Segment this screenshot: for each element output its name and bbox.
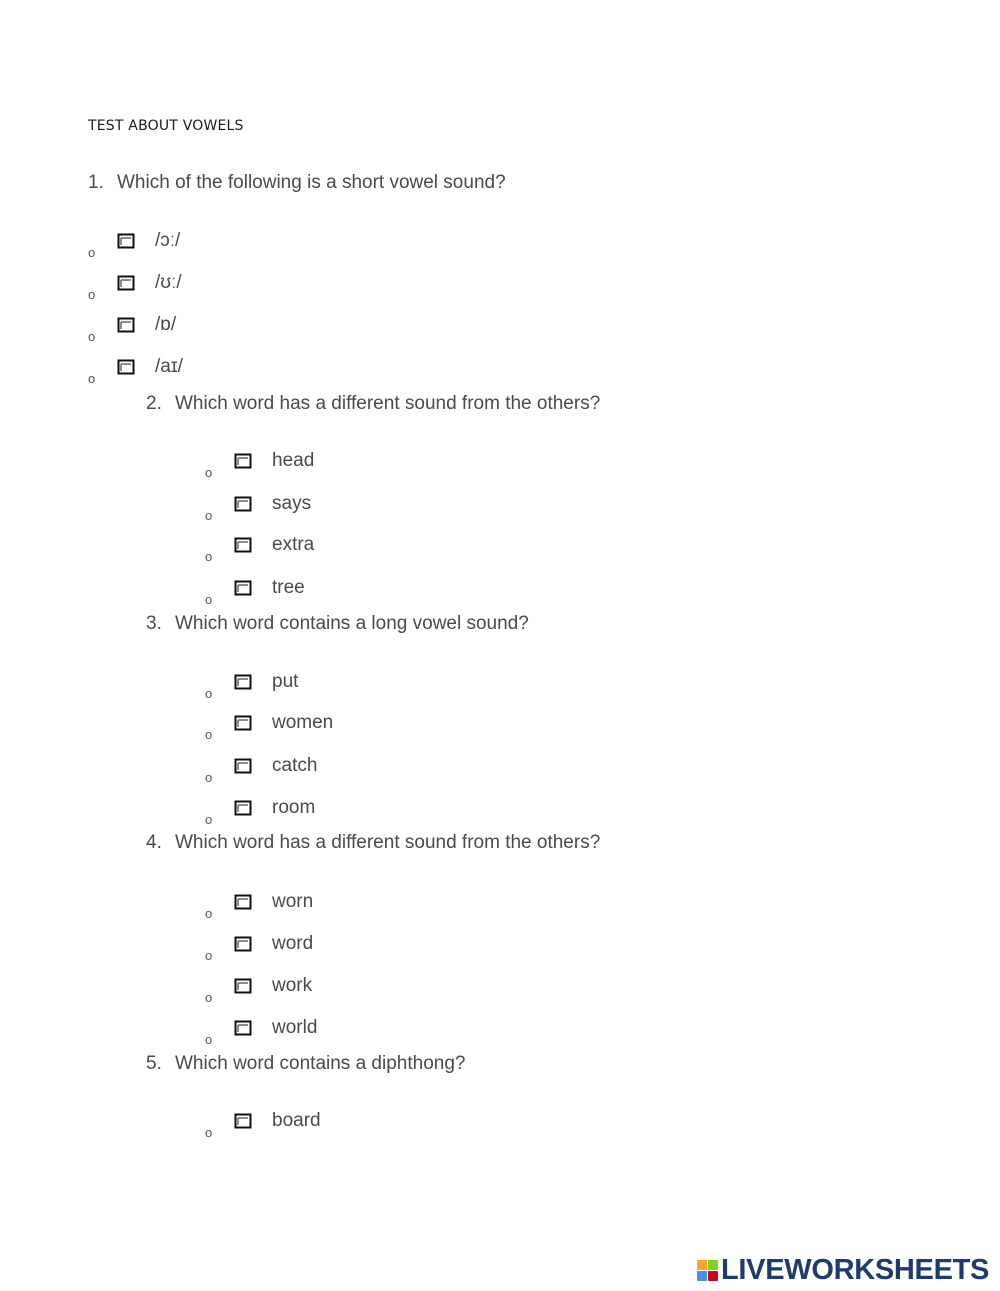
checkbox-icon[interactable] — [234, 978, 252, 994]
option-label: world — [272, 1017, 318, 1038]
question-text: Which word contains a long vowel sound? — [175, 613, 529, 634]
checkbox-icon[interactable] — [234, 496, 252, 512]
checkbox-icon[interactable] — [117, 275, 135, 291]
question-5 — [146, 1053, 465, 1075]
option-item[interactable] — [205, 493, 505, 533]
bullet-icon: o — [88, 287, 96, 302]
option-label: work — [272, 975, 313, 996]
checkbox-icon[interactable] — [234, 936, 252, 952]
checkbox-icon[interactable] — [117, 233, 135, 249]
option-label: head — [272, 450, 315, 471]
checkbox-icon[interactable] — [117, 317, 135, 333]
option-item[interactable] — [88, 356, 388, 396]
bullet-icon: o — [88, 371, 96, 386]
bullet-icon: o — [205, 906, 213, 921]
option-label: worn — [272, 891, 314, 912]
bullet-icon: o — [205, 1125, 213, 1140]
option-label: catch — [272, 755, 318, 776]
checkbox-icon[interactable] — [234, 580, 252, 596]
liveworksheets-logo — [697, 1255, 989, 1285]
logo-mark-tile — [708, 1271, 718, 1281]
checkbox-icon[interactable] — [234, 1113, 252, 1129]
option-label: put — [272, 671, 299, 692]
option-item[interactable] — [205, 933, 505, 973]
checkbox-icon[interactable] — [234, 758, 252, 774]
option-item[interactable] — [205, 450, 505, 490]
option-item[interactable] — [205, 891, 505, 931]
bullet-icon: o — [205, 508, 213, 523]
question-number: 4. — [146, 832, 162, 853]
question-2 — [146, 393, 600, 415]
logo-mark-tile — [697, 1260, 707, 1270]
checkbox-icon[interactable] — [234, 894, 252, 910]
question-number: 1. — [88, 172, 104, 193]
bullet-icon: o — [205, 770, 213, 785]
option-label: tree — [272, 577, 305, 598]
bullet-icon: o — [205, 1032, 213, 1047]
option-label: board — [272, 1110, 321, 1131]
bullet-icon: o — [88, 245, 96, 260]
question-text: Which word has a different sound from the others? — [175, 393, 601, 414]
page-title: TEST ABOUT VOWELS — [88, 118, 244, 134]
bullet-icon: o — [205, 686, 213, 701]
option-item[interactable] — [205, 712, 505, 752]
option-item[interactable] — [205, 1110, 505, 1150]
option-label: women — [272, 712, 334, 733]
bullet-icon: o — [205, 990, 213, 1005]
checkbox-icon[interactable] — [117, 359, 135, 375]
question-text: Which word has a different sound from the others? — [175, 832, 601, 853]
checkbox-icon[interactable] — [234, 537, 252, 553]
question-3 — [146, 613, 529, 635]
bullet-icon: o — [205, 465, 213, 480]
option-item[interactable] — [205, 671, 505, 711]
option-label: word — [272, 933, 314, 954]
logo-text: LIVEWORKSHEETS — [721, 1253, 990, 1286]
option-label: says — [272, 493, 312, 514]
question-number: 5. — [146, 1053, 162, 1074]
question-1 — [88, 172, 506, 194]
option-label: extra — [272, 534, 315, 555]
bullet-icon: o — [205, 948, 213, 963]
bullet-icon: o — [88, 329, 96, 344]
bullet-icon: o — [205, 549, 213, 564]
question-text: Which word contains a diphthong? — [175, 1053, 466, 1074]
logo-mark-tile — [697, 1271, 707, 1281]
option-label: /ɒ/ — [155, 314, 177, 335]
option-item[interactable] — [88, 272, 388, 312]
logo-mark-icon — [697, 1260, 718, 1281]
option-item[interactable] — [205, 755, 505, 795]
question-number: 2. — [146, 393, 162, 414]
logo-mark-tile — [708, 1260, 718, 1270]
bullet-icon: o — [205, 592, 213, 607]
question-number: 3. — [146, 613, 162, 634]
option-item[interactable] — [205, 534, 505, 574]
option-label: /aɪ/ — [155, 356, 183, 377]
option-label: /ʊː/ — [155, 272, 182, 293]
option-label: room — [272, 797, 316, 818]
checkbox-icon[interactable] — [234, 800, 252, 816]
question-text: Which of the following is a short vowel sound? — [117, 172, 506, 193]
checkbox-icon[interactable] — [234, 715, 252, 731]
checkbox-icon[interactable] — [234, 674, 252, 690]
option-item[interactable] — [88, 230, 388, 270]
question-4 — [146, 832, 600, 854]
option-item[interactable] — [88, 314, 388, 354]
checkbox-icon[interactable] — [234, 453, 252, 469]
option-label: /ɔː/ — [155, 230, 181, 251]
bullet-icon: o — [205, 812, 213, 827]
bullet-icon: o — [205, 727, 213, 742]
option-item[interactable] — [205, 975, 505, 1015]
checkbox-icon[interactable] — [234, 1020, 252, 1036]
